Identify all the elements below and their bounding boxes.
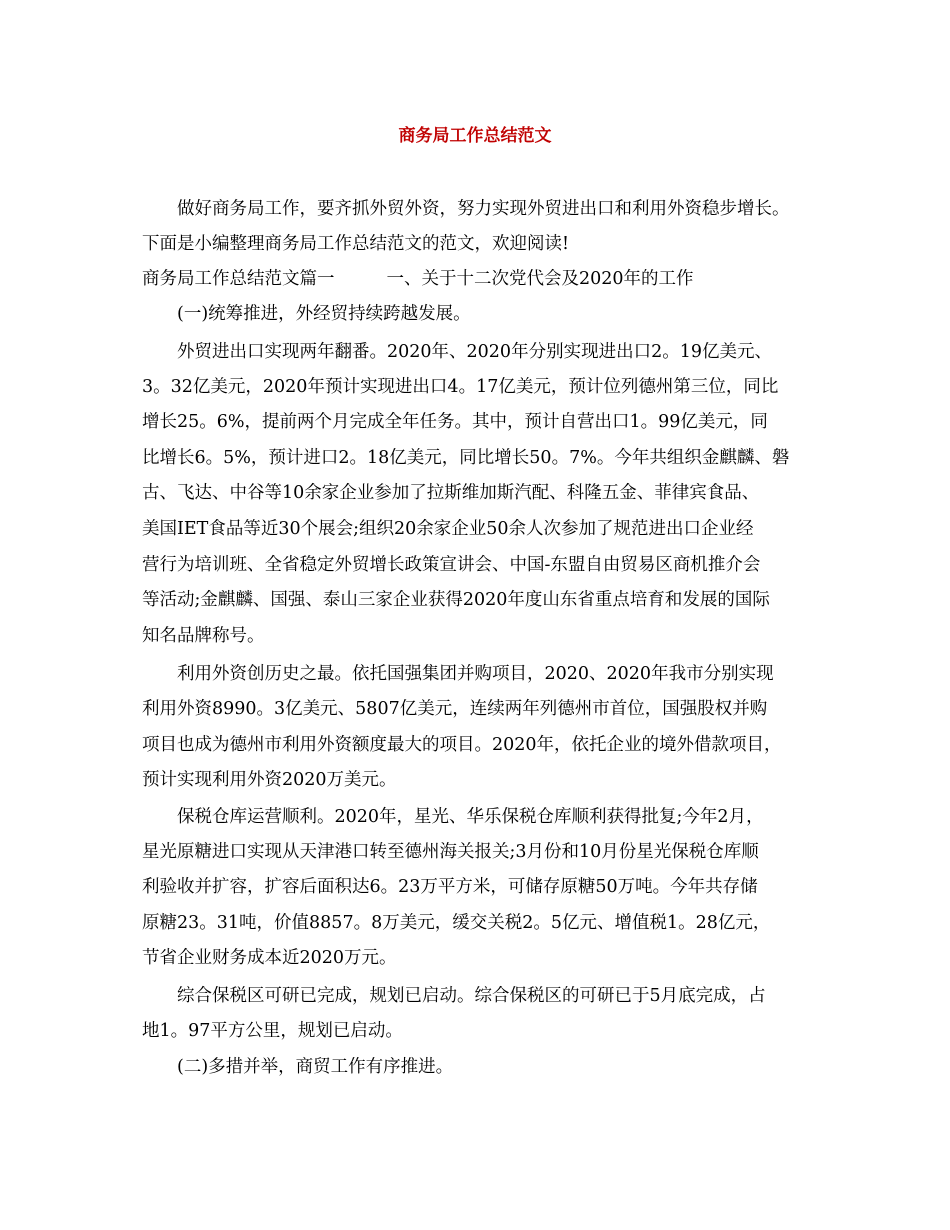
text-line: 利验收并扩容，扩容后面积达6。23万平方米，可储存原糖50万吨。今年共存储: [142, 877, 758, 897]
text-line: 比增长6。5%，预计进口2。18亿美元，同比增长50。7%。今年共组织金麒麟、磐: [142, 448, 790, 468]
text-line: 利用外资8990。3亿美元、5807亿美元，连续两年列德州市首位，国强股权并购: [142, 699, 768, 719]
document-title: 商务局工作总结范文: [398, 126, 552, 146]
article-label: 商务局工作总结范文篇一: [142, 269, 335, 289]
text-line: 节省企业财务成本近2020万元。: [142, 948, 397, 968]
text-line: 项目也成为德州市利用外资额度最大的项目。2020年，依托企业的境外借款项目，: [142, 735, 782, 755]
section-heading: 一、关于十二次党代会及2020年的工作: [386, 269, 694, 289]
text-line: 保税仓库运营顺利。2020年，星光、华乐保税仓库顺利获得批复;今年2月，: [177, 807, 764, 827]
text-line: 知名品牌称号。: [142, 626, 265, 646]
subsection-heading: (一)统筹推进，外经贸持续跨越发展。: [177, 304, 471, 324]
text-line: 做好商务局工作，要齐抓外贸外资，努力实现外贸进出口和利用外资稳步增长。: [177, 199, 790, 219]
text-line: 星光原糖进口实现从天津港口转至德州海关报关;3月份和10月份星光保税仓库顺: [142, 842, 759, 862]
subsection-heading: (二)多措并举，商贸工作有序推进。: [177, 1057, 454, 1077]
text-line: 下面是小编整理商务局工作总结范文的范文，欢迎阅读!: [142, 234, 570, 254]
text-line: 外贸进出口实现两年翻番。2020年、2020年分别实现进出口2。19亿美元、: [177, 342, 772, 362]
section-heading-line: [142, 267, 694, 291]
text-line: 美国IET食品等近30个展会;组织20余家企业50余人次参加了规范进出口企业经: [142, 519, 754, 539]
text-line: 地1。97平方公里，规划已启动。: [142, 1021, 403, 1041]
text-line: 利用外资创历史之最。依托国强集团并购项目，2020、2020年我市分别实现: [177, 664, 774, 684]
text-line: 营行为培训班、全省稳定外贸增长政策宣讲会、中国-东盟自由贸易区商机推介会: [142, 555, 761, 575]
text-line: 增长25。6%，提前两个月完成全年任务。其中，预计自营出口1。99亿美元，同: [142, 412, 768, 432]
text-line: 综合保税区可研已完成，规划已启动。综合保税区的可研已于5月底完成，占: [177, 986, 766, 1006]
text-line: 预计实现利用外资2020万美元。: [142, 770, 397, 790]
text-line: 古、飞达、中谷等10余家企业参加了拉斯维加斯汽配、科隆五金、菲律宾食品、: [142, 483, 760, 503]
text-line: 3。32亿美元，2020年预计实现进出口4。17亿美元，预计位列德州第三位，同比: [142, 377, 779, 397]
text-line: 等活动;金麒麟、国强、泰山三家企业获得2020年度山东省重点培育和发展的国际: [142, 590, 770, 610]
text-line: 原糖23。31吨，价值8857。8万美元，缓交关税2。5亿元、增值税1。28亿元，: [142, 913, 771, 933]
